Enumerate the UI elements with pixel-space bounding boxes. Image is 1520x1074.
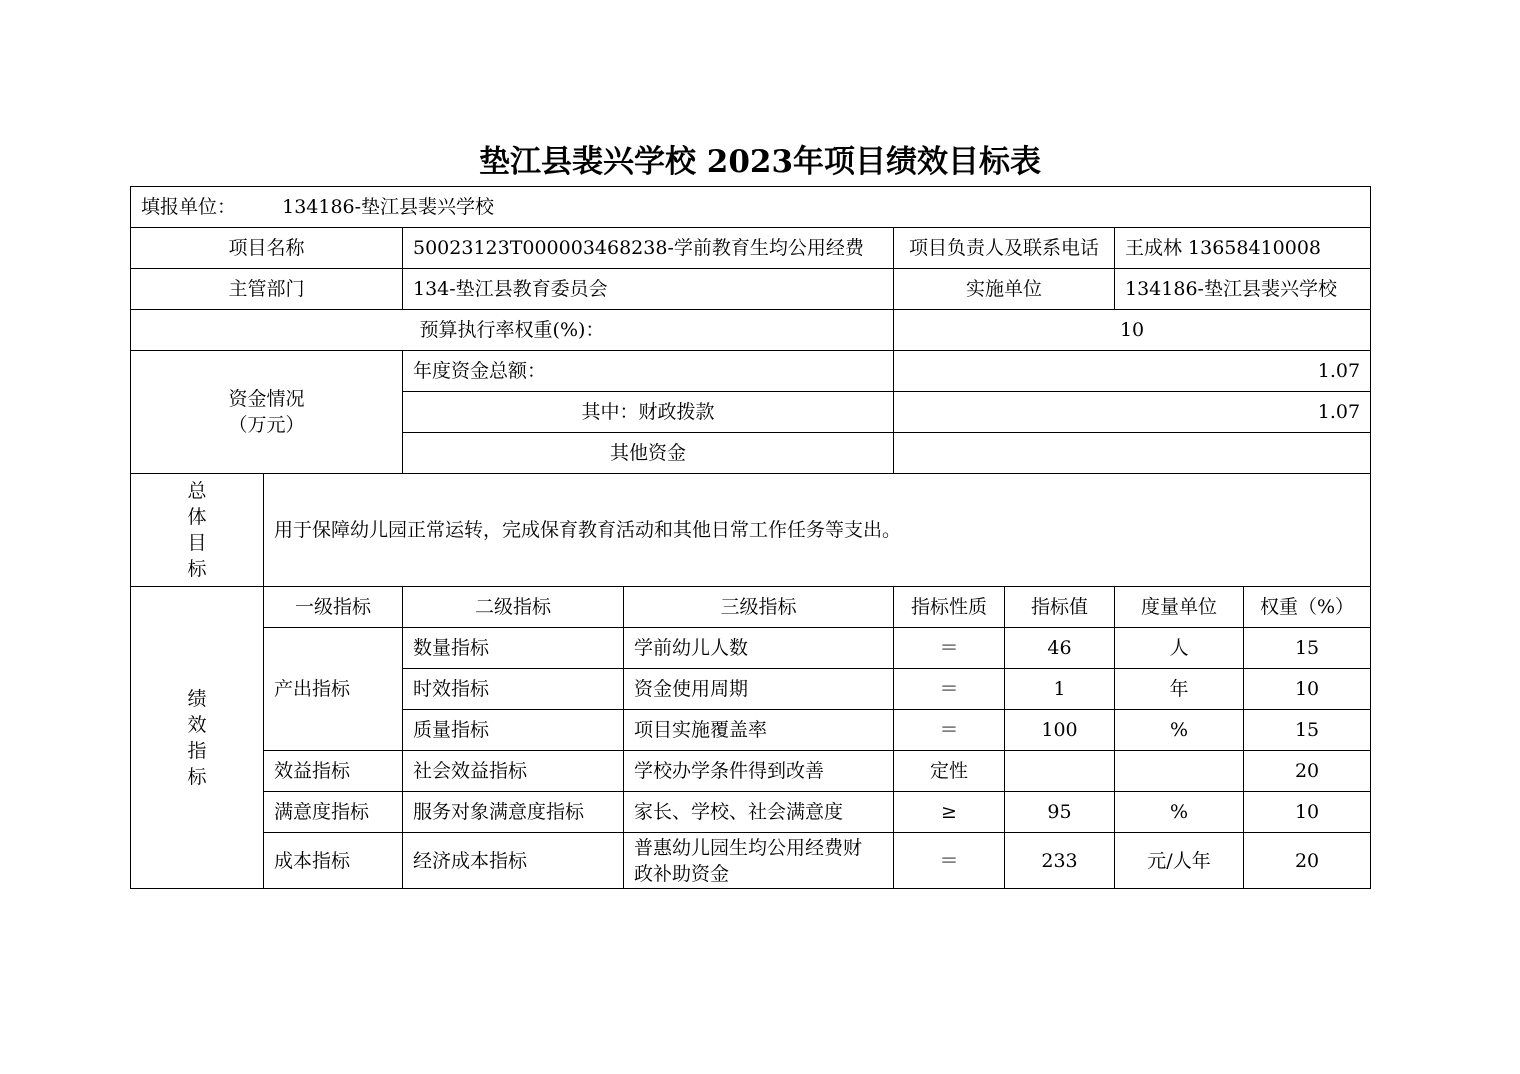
unit-cell: % <box>1115 710 1244 751</box>
performance-char: 效 <box>187 713 207 736</box>
weight-cell: 10 <box>1244 669 1371 710</box>
header-value: 指标值 <box>1005 587 1115 628</box>
overall-goal-char: 标 <box>187 558 207 580</box>
level3-cell: 项目实施覆盖率 <box>624 710 894 751</box>
performance-char: 绩 <box>187 687 207 710</box>
project-name-label: 项目名称 <box>131 228 403 269</box>
funds-fiscal-value: 1.07 <box>894 392 1371 433</box>
project-contact-value: 王成林 13658410008 <box>1115 228 1371 269</box>
unit-cell: % <box>1115 792 1244 833</box>
project-contact-label: 项目负责人及联系电话 <box>894 228 1115 269</box>
reporting-unit-cell <box>131 187 1371 228</box>
funds-total-row <box>131 351 1371 392</box>
value-cell: 1 <box>1005 669 1115 710</box>
level1-cell: 满意度指标 <box>264 792 403 833</box>
nature-cell: ＝ <box>894 628 1005 669</box>
level2-cell: 时效指标 <box>403 669 624 710</box>
funds-other-value <box>894 433 1371 474</box>
level3-line: 政补助资金 <box>634 862 730 885</box>
project-name-row <box>131 228 1371 269</box>
table-row <box>131 792 1371 833</box>
header-weight: 权重（%） <box>1244 587 1371 628</box>
level1-cell: 成本指标 <box>264 833 403 889</box>
funds-label-line1: 资金情况 <box>228 388 305 410</box>
budget-rate-label: 预算执行率权重(%)： <box>131 310 894 351</box>
unit-cell <box>1115 751 1244 792</box>
header-unit: 度量单位 <box>1115 587 1244 628</box>
performance-label <box>131 587 264 889</box>
value-cell <box>1005 751 1115 792</box>
overall-goal-row <box>131 474 1371 587</box>
table-row <box>131 628 1371 669</box>
dept-label: 主管部门 <box>131 269 403 310</box>
nature-cell: ＝ <box>894 710 1005 751</box>
header-nature: 指标性质 <box>894 587 1005 628</box>
nature-cell: 定性 <box>894 751 1005 792</box>
level3-line: 普惠幼儿园生均公用经费财 <box>634 836 863 859</box>
level2-cell: 数量指标 <box>403 628 624 669</box>
impl-unit-value: 134186-垫江县裴兴学校 <box>1115 269 1371 310</box>
level2-cell: 经济成本指标 <box>403 833 624 889</box>
output-indicator-label: 产出指标 <box>264 628 403 751</box>
reporting-unit-value: 134186-垫江县裴兴学校 <box>282 196 495 218</box>
funds-fiscal-label: 其中：财政拨款 <box>403 392 894 433</box>
performance-char: 标 <box>187 765 207 788</box>
level3-cell: 学校办学条件得到改善 <box>624 751 894 792</box>
weight-cell: 20 <box>1244 833 1371 889</box>
weight-cell: 10 <box>1244 792 1371 833</box>
table-row <box>131 833 1371 889</box>
value-cell: 46 <box>1005 628 1115 669</box>
overall-goal-label <box>131 474 264 587</box>
unit-cell: 年 <box>1115 669 1244 710</box>
header-level1: 一级指标 <box>264 587 403 628</box>
level2-cell: 质量指标 <box>403 710 624 751</box>
budget-rate-value: 10 <box>894 310 1371 351</box>
nature-cell: ＝ <box>894 833 1005 889</box>
level2-cell: 社会效益指标 <box>403 751 624 792</box>
weight-cell: 15 <box>1244 628 1371 669</box>
funds-label-line2: （万元） <box>228 414 305 436</box>
value-cell: 100 <box>1005 710 1115 751</box>
value-cell: 233 <box>1005 833 1115 889</box>
weight-cell: 20 <box>1244 751 1371 792</box>
overall-goal-text: 用于保障幼儿园正常运转，完成保育教育活动和其他日常工作任务等支出。 <box>264 474 1371 587</box>
header-level3: 三级指标 <box>624 587 894 628</box>
funds-other-label: 其他资金 <box>403 433 894 474</box>
dept-value: 134-垫江县教育委员会 <box>403 269 894 310</box>
reporting-unit-label: 填报单位： <box>141 196 237 218</box>
unit-cell: 人 <box>1115 628 1244 669</box>
impl-unit-label: 实施单位 <box>894 269 1115 310</box>
level3-cell: 学前幼儿人数 <box>624 628 894 669</box>
level2-cell: 服务对象满意度指标 <box>403 792 624 833</box>
level3-cell: 家长、学校、社会满意度 <box>624 792 894 833</box>
table-row <box>131 751 1371 792</box>
overall-goal-char: 总 <box>187 480 207 502</box>
department-row <box>131 269 1371 310</box>
performance-char: 指 <box>187 739 207 762</box>
page-title: 垫江县裴兴学校 2023年项目绩效目标表 <box>478 144 1042 180</box>
funds-label <box>131 351 403 474</box>
overall-goal-char: 体 <box>187 506 207 528</box>
value-cell: 95 <box>1005 792 1115 833</box>
budget-rate-row <box>131 310 1371 351</box>
overall-goal-char: 目 <box>187 532 207 554</box>
level3-cell <box>624 833 894 889</box>
unit-cell: 元/人年 <box>1115 833 1244 889</box>
header-level2: 二级指标 <box>403 587 624 628</box>
nature-cell: ＝ <box>894 669 1005 710</box>
nature-cell: ≥ <box>894 792 1005 833</box>
performance-target-table <box>130 186 1371 889</box>
reporting-unit-row <box>131 187 1371 228</box>
level3-cell: 资金使用周期 <box>624 669 894 710</box>
weight-cell: 15 <box>1244 710 1371 751</box>
funds-total-label: 年度资金总额： <box>403 351 894 392</box>
level1-cell: 效益指标 <box>264 751 403 792</box>
performance-header-row <box>131 587 1371 628</box>
funds-total-value: 1.07 <box>894 351 1371 392</box>
project-name-value: 50023123T000003468238-学前教育生均公用经费 <box>403 228 894 269</box>
